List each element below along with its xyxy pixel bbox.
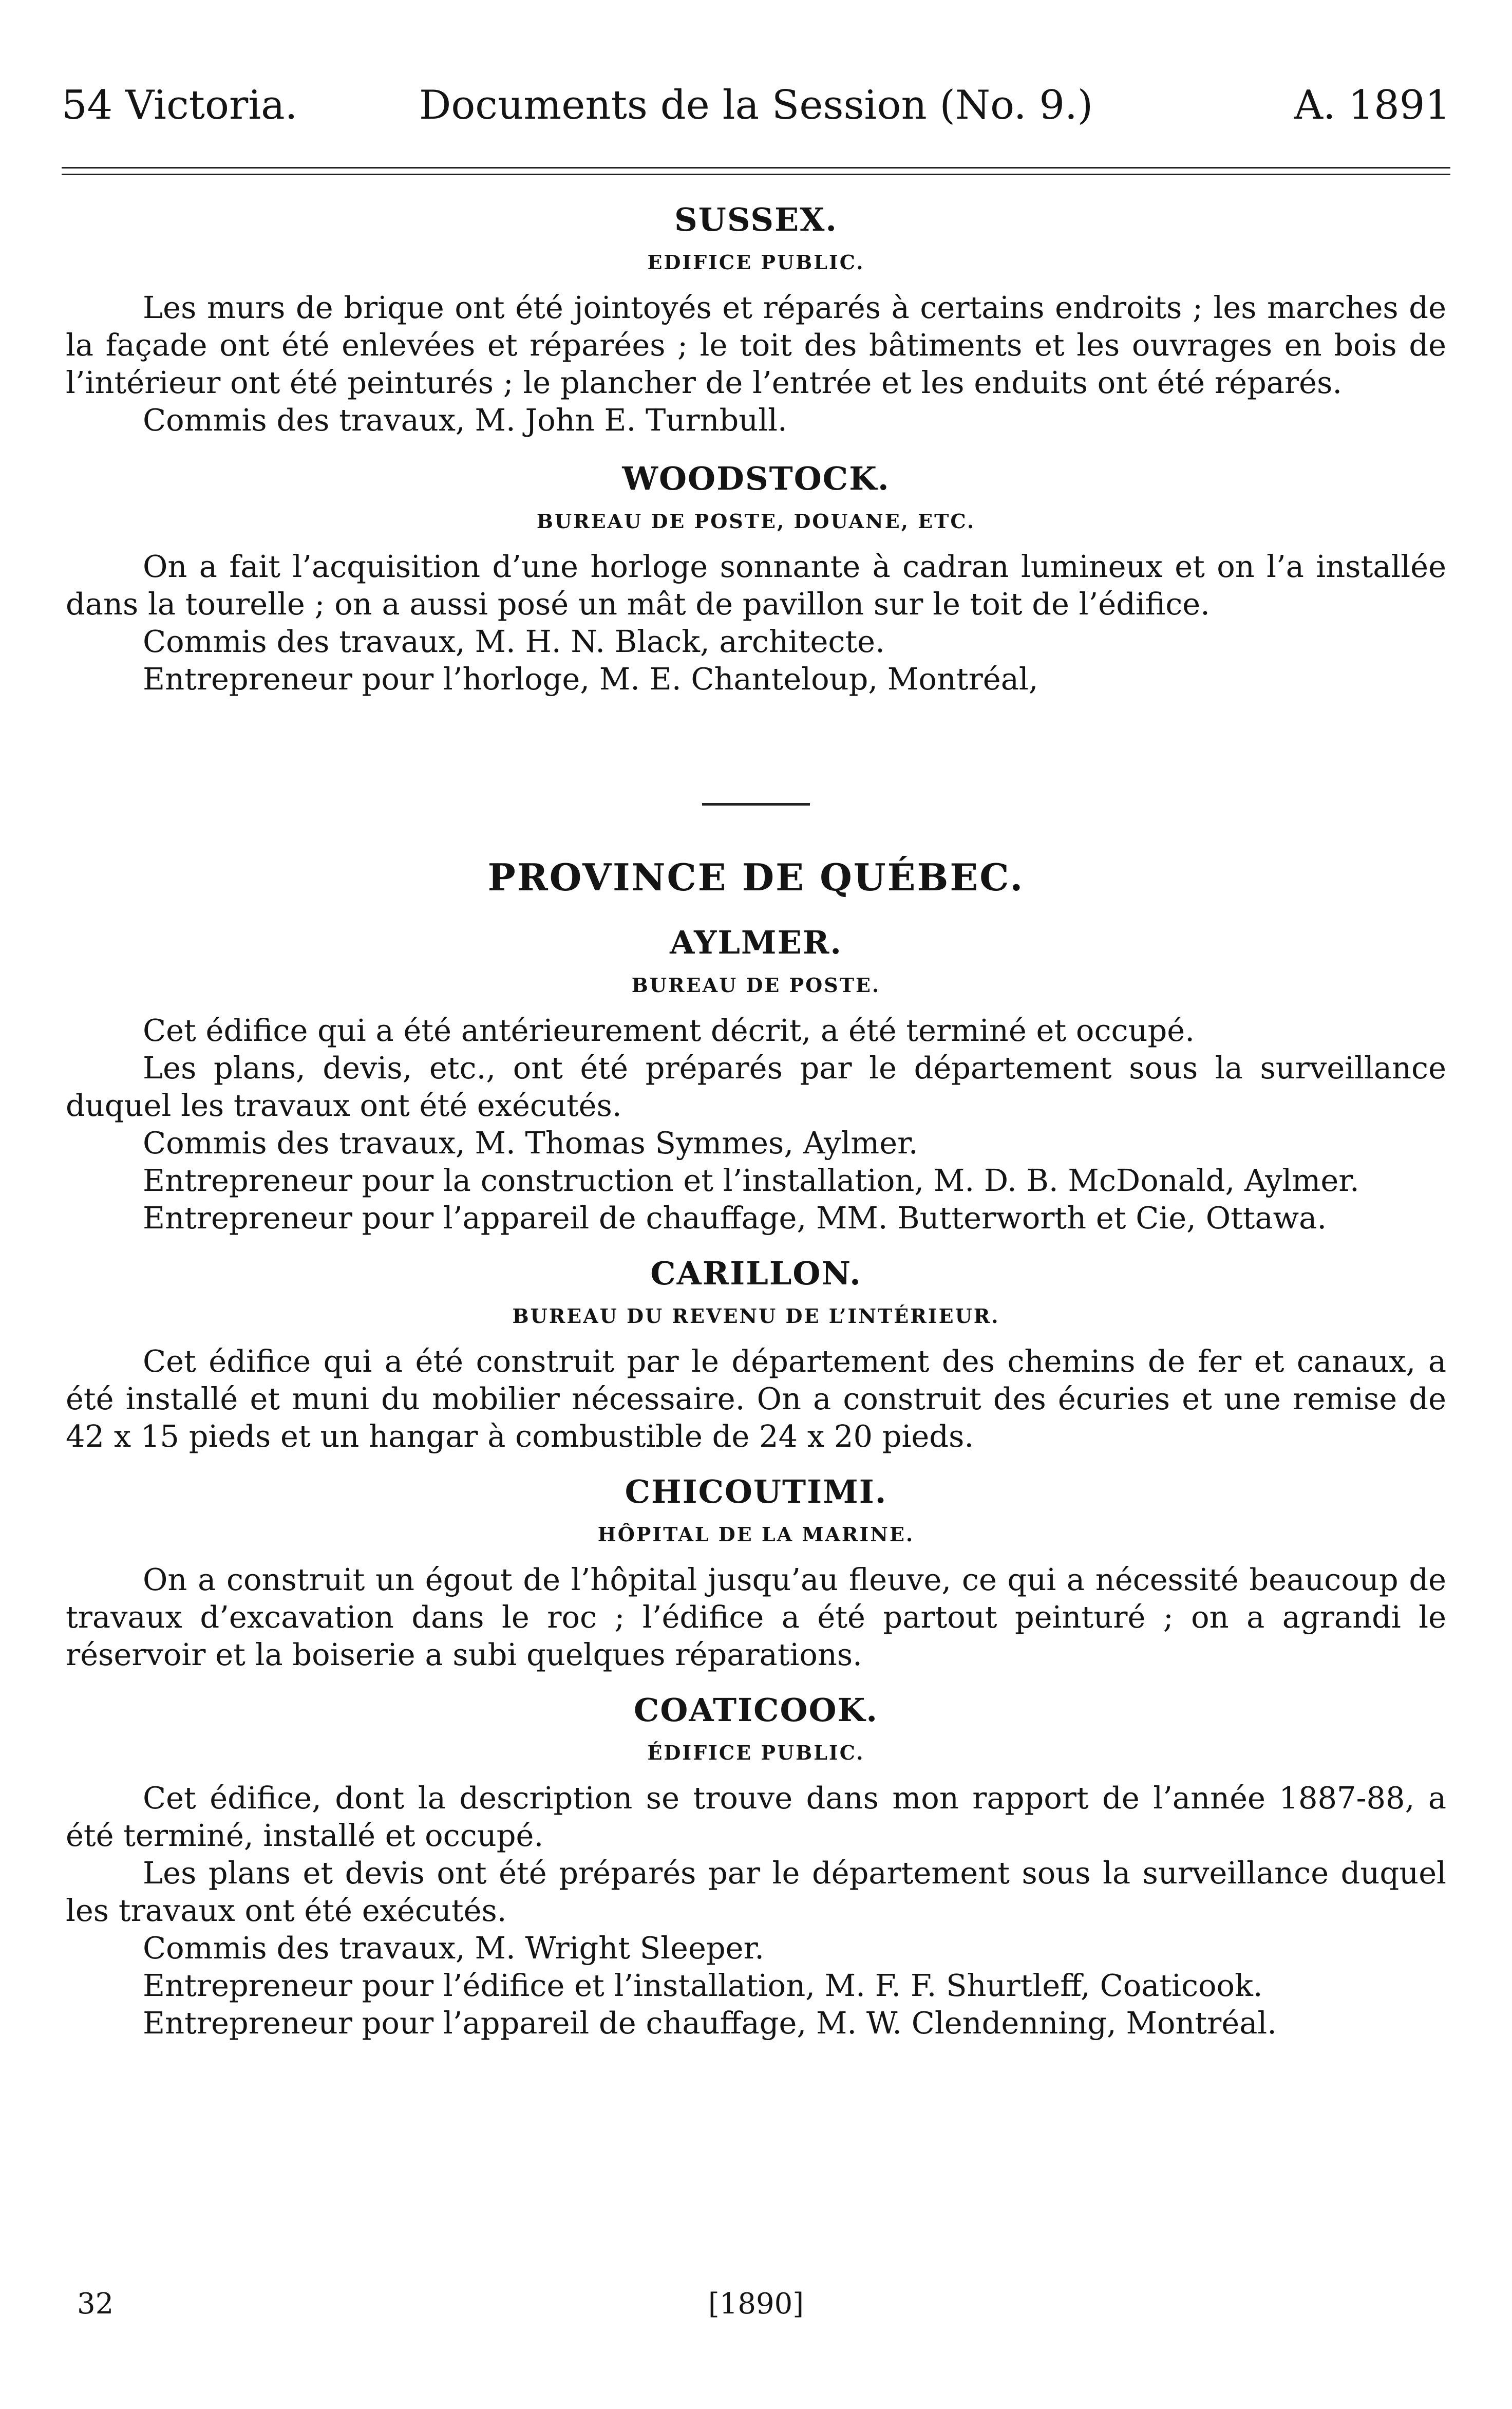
- section-paragraph: On a construit un égout de l’hôpital jusqu’au fleuve, ce qui a nécessité beaucoup de travaux d’excavation dans le roc ; l’édifice a été partout peinturé ; on a agrandi le réservoir et la boiserie a subi quelques réparations.: [66, 1562, 1446, 1672]
- section-title: SUSSEX.: [674, 201, 838, 238]
- page-footer: [62, 2281, 1450, 2327]
- province-title: PROVINCE DE QUÉBEC.: [487, 855, 1025, 899]
- section-woodstock: [66, 454, 1446, 698]
- section-divider: [702, 803, 810, 806]
- section-paragraph: Les murs de brique ont été jointoyés et réparés à certains endroits ; les marches de la façade ont été enlevées et réparées ; le toit des bâtiments et les ouvrages en bois de l’intérieur ont été peinturés ; le plancher de l’entrée et les enduits ont été réparés.: [66, 290, 1446, 400]
- section-title: CARILLON.: [650, 1255, 862, 1292]
- section-paragraph: Les plans et devis ont été préparés par le département sous la surveillance duquel les travaux ont été exécutés.: [66, 1855, 1446, 1928]
- credit-line: Commis des travaux, M. Wright Sleeper.: [143, 1930, 765, 1966]
- section-sussex: [66, 195, 1446, 439]
- section-aylmer: [66, 918, 1446, 1237]
- credit-line: Entrepreneur pour l’édifice et l’installation, M. F. F. Shurtleff, Coaticook.: [143, 1968, 1263, 2003]
- header-center: Documents de la Session (No. 9.): [419, 82, 1093, 128]
- page-content: [66, 195, 1446, 2042]
- running-head: [62, 77, 1450, 134]
- section-subtitle: BUREAU DU REVENU DE L’INTÉRIEUR.: [512, 1304, 1000, 1328]
- section-subtitle: EDIFICE PUBLIC.: [647, 251, 865, 274]
- section-carillon: [66, 1249, 1446, 1455]
- header-left: 54 Victoria.: [62, 82, 298, 128]
- section-title: AYLMER.: [670, 924, 842, 961]
- section-coaticook: [66, 1686, 1446, 2042]
- section-paragraph: Cet édifice, dont la description se trouve dans mon rapport de l’année 1887-88, a été terminé, installé et occupé.: [66, 1780, 1446, 1853]
- section-title: CHICOUTIMI.: [625, 1473, 887, 1510]
- section-title: WOODSTOCK.: [622, 460, 890, 497]
- credit-line: Commis des travaux, M. Thomas Symmes, Aylmer.: [143, 1125, 918, 1161]
- credit-line: Entrepreneur pour l’appareil de chauffage, M. W. Clendenning, Montréal.: [143, 2005, 1277, 2041]
- credit-line: Entrepreneur pour l’appareil de chauffage, MM. Butterworth et Cie, Ottawa.: [143, 1200, 1327, 1236]
- section-title: COATICOOK.: [633, 1691, 879, 1729]
- page-number: 32: [77, 2287, 114, 2321]
- header-rule: [62, 167, 1450, 175]
- section-subtitle: BUREAU DE POSTE.: [631, 974, 881, 997]
- section-subtitle: ÉDIFICE PUBLIC.: [647, 1741, 865, 1764]
- section-paragraph: Cet édifice qui a été antérieurement décrit, a été terminé et occupé.: [143, 1013, 1195, 1048]
- credit-line: Commis des travaux, M. John E. Turnbull.: [143, 402, 787, 438]
- credit-line: Entrepreneur pour l’horloge, M. E. Chanteloup, Montréal,: [143, 661, 1038, 697]
- credit-line: Entrepreneur pour la construction et l’installation, M. D. B. McDonald, Aylmer.: [143, 1163, 1359, 1198]
- section-paragraph: Les plans, devis, etc., ont été préparés par le département sous la surveillance duquel les travaux ont été exécutés.: [66, 1050, 1446, 1123]
- header-right: A. 1891: [1294, 82, 1450, 128]
- credit-line: Commis des travaux, M. H. N. Black, architecte.: [143, 624, 885, 659]
- section-subtitle: HÔPITAL DE LA MARINE.: [597, 1523, 915, 1546]
- section-chicoutimi: [66, 1467, 1446, 1673]
- section-paragraph: Cet édifice qui a été construit par le département des chemins de fer et canaux, a été installé et muni du mobilier nécessaire. On a construit des écuries et une remise de 42 x 15 pieds et un hangar à combustible de 24 x 20 pieds.: [66, 1343, 1446, 1454]
- section-paragraph: On a fait l’acquisition d’une horloge sonnante à cadran lumineux et on l’a installée dans la tourelle ; on a aussi posé un mât de pavillon sur le toit de l’édifice.: [66, 549, 1446, 622]
- section-subtitle: BUREAU DE POSTE, DOUANE, ETC.: [536, 510, 976, 533]
- footer-year: [1890]: [708, 2287, 804, 2321]
